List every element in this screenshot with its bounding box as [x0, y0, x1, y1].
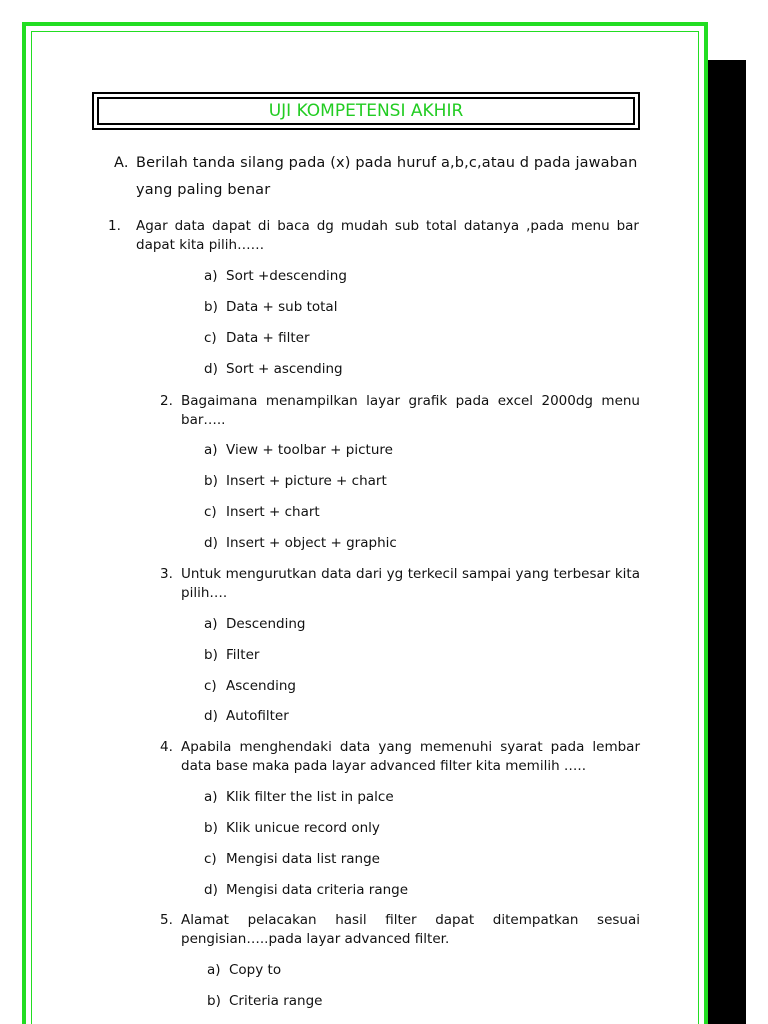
option-text: Mengisi data criteria range [226, 882, 409, 898]
question-5-option-a [207, 961, 281, 979]
question-2 [160, 392, 640, 430]
option-text: Descending [226, 616, 306, 632]
question-2-option-a [204, 441, 393, 459]
question-3-option-a [204, 615, 305, 633]
question-1-option-c [204, 329, 310, 347]
question-1-option-a [204, 267, 347, 285]
option-text: Mengisi data list range [226, 851, 380, 867]
option-label: d) [204, 535, 218, 551]
option-text: Insert + picture + chart [226, 473, 387, 489]
option-text: Insert + object + graphic [226, 535, 397, 551]
question-4-option-b [204, 819, 380, 837]
question-5 [160, 911, 640, 949]
option-label: a) [207, 962, 221, 978]
option-text: Copy to [229, 962, 282, 978]
option-label: c) [204, 504, 217, 520]
instruction [114, 150, 644, 204]
option-label: d) [204, 708, 218, 724]
question-text: Agar data dapat di baca dg mudah sub total datanya ,pada menu bar dapat kita pilih…… [136, 218, 639, 253]
question-1-option-d [204, 360, 343, 378]
question-number: 1. [108, 218, 121, 234]
question-2-option-c [204, 503, 320, 521]
instruction-marker: A. [114, 155, 129, 171]
option-label: a) [204, 616, 218, 632]
option-label: d) [204, 361, 218, 377]
option-label: a) [204, 789, 218, 805]
question-4 [160, 738, 640, 776]
option-text: Ascending [226, 678, 296, 694]
question-3-option-d [204, 707, 289, 725]
question-5-option-b [207, 992, 322, 1010]
question-number: 5. [160, 912, 173, 928]
question-1 [108, 217, 639, 255]
option-label: b) [204, 299, 218, 315]
option-label: d) [204, 882, 218, 898]
page-shadow [708, 60, 746, 1024]
option-label: a) [204, 268, 218, 284]
option-text: Sort +descending [226, 268, 347, 284]
question-number: 4. [160, 739, 173, 755]
question-text: Alamat pelacakan hasil filter dapat ditempatkan sesuai pengisian…..pada layar advanced filter. [181, 912, 640, 947]
question-4-option-d [204, 881, 408, 899]
option-text: Sort + ascending [226, 361, 343, 377]
option-text: Klik filter the list in palce [226, 789, 394, 805]
question-number: 3. [160, 566, 173, 582]
option-text: Klik unicue record only [226, 820, 380, 836]
option-label: b) [204, 647, 218, 663]
question-2-option-b [204, 472, 387, 490]
option-label: c) [204, 330, 217, 346]
option-label: b) [204, 820, 218, 836]
option-label: c) [204, 678, 217, 694]
question-2-option-d [204, 534, 397, 552]
instruction-line-2: yang paling benar [136, 182, 271, 198]
option-text: Autofilter [226, 708, 289, 724]
question-4-option-a [204, 788, 394, 806]
title-box [92, 92, 640, 130]
question-text: Bagaimana menampilkan layar grafik pada excel 2000dg menu bar….. [181, 393, 640, 428]
question-text: Untuk mengurutkan data dari yg terkecil sampai yang terbesar kita pilih…. [181, 566, 640, 601]
question-text: Apabila menghendaki data yang memenuhi syarat pada lembar data base maka pada layar advanced filter kita memilih ….. [181, 739, 640, 774]
option-text: View + toolbar + picture [226, 442, 393, 458]
option-text: Insert + chart [226, 504, 320, 520]
option-text: Data + filter [226, 330, 310, 346]
option-label: b) [207, 993, 221, 1009]
option-label: b) [204, 473, 218, 489]
option-label: a) [204, 442, 218, 458]
question-1-option-b [204, 298, 337, 316]
option-text: Filter [226, 647, 260, 663]
option-label: c) [204, 851, 217, 867]
option-text: Criteria range [229, 993, 323, 1009]
question-number: 2. [160, 393, 173, 409]
question-4-option-c [204, 850, 380, 868]
question-3-option-c [204, 677, 296, 695]
instruction-line-1: Berilah tanda silang pada (x) pada huruf a,b,c,atau d pada jawaban [136, 155, 638, 171]
question-3 [160, 565, 640, 603]
page-title: UJI KOMPETENSI AKHIR [97, 97, 635, 125]
question-3-option-b [204, 646, 259, 664]
option-text: Data + sub total [226, 299, 338, 315]
